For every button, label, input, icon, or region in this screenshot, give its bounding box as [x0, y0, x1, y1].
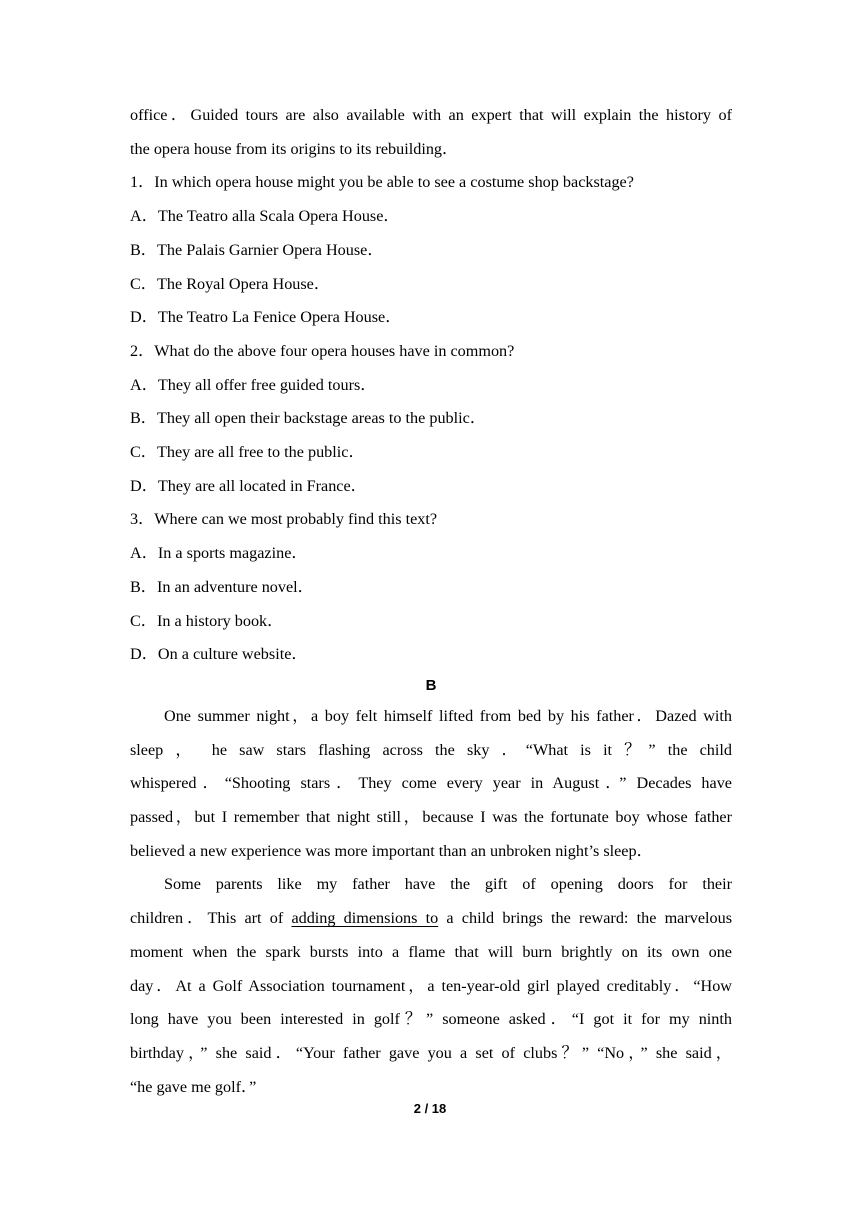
question-stem: 1．In which opera house might you be able to see a costume shop backstage?: [130, 173, 634, 192]
passage-line: day．At a Golf Association tournament，a ten-year-old girl played creditably．“How: [130, 976, 732, 995]
document-body: [130, 99, 732, 1104]
intro-line: office．Guided tours are also available with an expert that will explain the history of: [130, 106, 732, 124]
passage-line: moment when the spark bursts into a flame that will burn brightly on its own one: [130, 942, 732, 961]
answer-option: D．The Teatro La Fenice Opera House．: [130, 308, 402, 327]
passage-line: believed a new experience was more important than an unbroken night’s sleep．: [130, 841, 653, 860]
passage-text: children．This art of: [130, 909, 292, 928]
passage-line: sleep ， he saw stars flashing across the sky ．“What is it ？” the child: [130, 740, 732, 759]
passage-line: passed，but I remember that night still，because I was the fortunate boy whose father: [130, 808, 732, 827]
intro-text: [130, 99, 732, 166]
answer-option: A．The Teatro alla Scala Opera House．: [130, 207, 400, 226]
answer-option: B．In an adventure novel．: [130, 577, 314, 596]
passage-paragraph-2: [130, 868, 732, 1104]
page-number: 2 / 18: [413, 1101, 447, 1116]
answer-option: B．They all open their backstage areas to the public．: [130, 409, 487, 428]
answer-option: C．The Royal Opera House．: [130, 274, 331, 293]
passage-line: [130, 902, 732, 936]
answer-option: A．They all offer free guided tours．: [130, 375, 377, 394]
answer-option: B．The Palais Garnier Opera House．: [130, 240, 384, 259]
passage-text: a child brings the reward: the marvelous: [438, 909, 732, 928]
answer-option: D．They are all located in France．: [130, 476, 367, 495]
passage-line: birthday，” she said．“Your father gave you a set of clubs？” “No，” she said，: [130, 1043, 732, 1062]
question-1: [130, 166, 732, 335]
answer-option: C．In a history book．: [130, 611, 284, 630]
section-heading: B: [425, 676, 437, 694]
answer-option: D．On a culture website．: [130, 645, 308, 664]
passage-paragraph-1: [130, 700, 732, 869]
question-stem: 2．What do the above four opera houses have in common?: [130, 341, 515, 360]
question-3: [130, 503, 732, 672]
question-stem: 3．Where can we most probably find this text?: [130, 510, 438, 529]
passage-line: One summer night，a boy felt himself lifted from bed by his father．Dazed with: [164, 706, 732, 725]
passage-line: “he gave me golf．”: [130, 1077, 257, 1096]
underlined-phrase: adding dimensions to: [291, 909, 439, 928]
passage-line: long have you been interested in golf？” someone asked．“I got it for my ninth: [130, 1010, 732, 1029]
intro-line: the opera house from its origins to its rebuilding．: [130, 139, 459, 158]
answer-option: A．In a sports magazine．: [130, 544, 308, 563]
passage-line: Some parents like my father have the gift of opening doors for their: [164, 875, 732, 894]
answer-option: C．They are all free to the public．: [130, 443, 365, 462]
passage-line: whispered．“Shooting stars．They come every year in August．” Decades have: [130, 774, 732, 793]
question-2: [130, 335, 732, 504]
